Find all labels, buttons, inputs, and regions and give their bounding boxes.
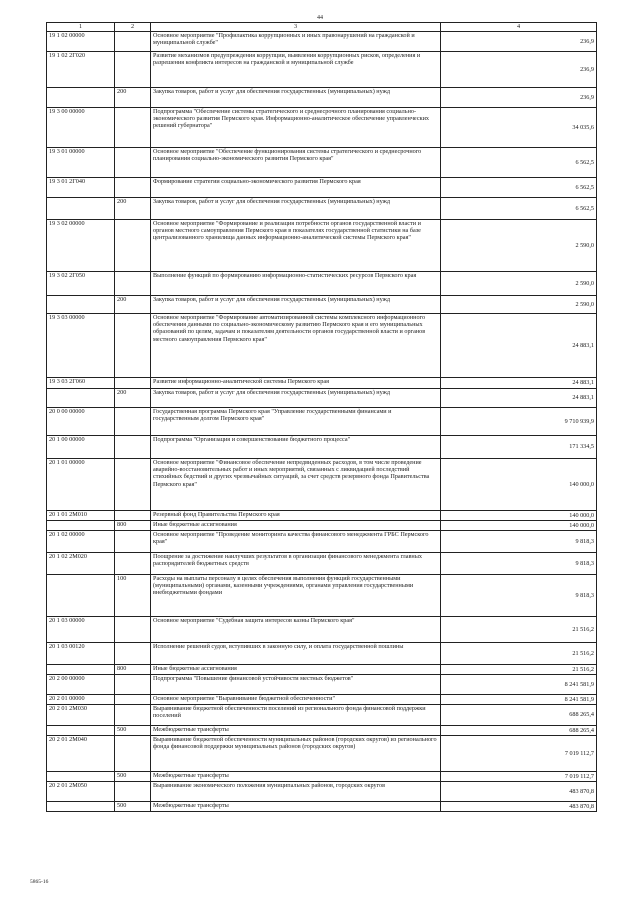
- csr-cell: 20 2 01 2М050: [47, 782, 115, 802]
- vr-cell: [115, 272, 151, 296]
- table-row: [47, 521, 597, 531]
- csr-cell: 20 1 00 00000: [47, 436, 115, 459]
- page-number: 44: [317, 15, 323, 21]
- csr-cell: [47, 198, 115, 220]
- amount-cell: 236,9: [441, 52, 597, 88]
- vr-cell: [115, 459, 151, 511]
- amount-cell: 9 818,3: [441, 531, 597, 553]
- amount-cell: 2 590,0: [441, 220, 597, 272]
- table-row: [47, 575, 597, 617]
- csr-cell: 20 2 01 2М040: [47, 736, 115, 772]
- vr-cell: [115, 736, 151, 772]
- name-cell: Выполнение функций по формированию информационно-статистических ресурсов Пермского края: [151, 272, 441, 296]
- amount-cell: 34 035,6: [441, 108, 597, 148]
- name-cell: Межбюджетные трансферты: [151, 726, 441, 736]
- vr-cell: [115, 178, 151, 198]
- vr-cell: 800: [115, 665, 151, 675]
- vr-cell: [115, 553, 151, 575]
- name-cell: Выравнивание бюджетной обеспеченности муниципальных районов (городских округов) из регионального фонда финансовой поддержки муниципальных районов (городских округов): [151, 736, 441, 772]
- table-row: [47, 436, 597, 459]
- vr-cell: 200: [115, 198, 151, 220]
- table-row: [47, 553, 597, 575]
- table-row: [47, 389, 597, 408]
- name-cell: Основное мероприятие "Финансовое обеспечение непредвиденных расходов, в том числе проведение аварийно-восстановительных работ и иных мероприятий, связанных с ликвидацией последствий стихийных бедствий и других чрезвычайных ситуаций, за счет средств резервного фонда Правительства Пермского края": [151, 459, 441, 511]
- amount-cell: 6 562,5: [441, 148, 597, 178]
- vr-cell: 500: [115, 772, 151, 782]
- amount-cell: 24 883,1: [441, 389, 597, 408]
- csr-cell: 19 3 02 00000: [47, 220, 115, 272]
- csr-cell: 19 3 03 00000: [47, 314, 115, 378]
- csr-cell: 20 0 00 00000: [47, 408, 115, 436]
- name-cell: Подпрограмма "Повышение финансовой устойчивости местных бюджетов": [151, 675, 441, 695]
- name-cell: Выравнивание бюджетной обеспеченности поселений из регионального фонда финансовой поддержки поселений: [151, 705, 441, 726]
- vr-cell: [115, 378, 151, 389]
- name-cell: Основное мероприятие "Профилактика коррупционных и иных правонарушений на гражданской и муниципальной службе": [151, 32, 441, 52]
- amount-cell: 140 000,0: [441, 511, 597, 521]
- csr-cell: 20 2 01 2М030: [47, 705, 115, 726]
- name-cell: Закупка товаров, работ и услуг для обеспечения государственных (муниципальных) нужд: [151, 198, 441, 220]
- document-code: 5865-16: [30, 879, 49, 885]
- amount-cell: 9 818,3: [441, 575, 597, 617]
- amount-cell: 9 710 939,9: [441, 408, 597, 436]
- csr-cell: [47, 521, 115, 531]
- name-cell: Основное мероприятие "Обеспечение функционирования системы стратегического и среднесрочного планирования социально-экономического развития Пермского края": [151, 148, 441, 178]
- vr-cell: [115, 511, 151, 521]
- amount-cell: 24 883,1: [441, 378, 597, 389]
- table-row: [47, 726, 597, 736]
- vr-cell: [115, 617, 151, 643]
- name-cell: Подпрограмма "Обеспечение системы стратегического и среднесрочного планирования социально-экономического развития Пермского края. Информационно-аналитическое обеспечение управленческих решений губернатора": [151, 108, 441, 148]
- vr-cell: [115, 408, 151, 436]
- name-cell: Закупка товаров, работ и услуг для обеспечения государственных (муниципальных) нужд: [151, 389, 441, 408]
- csr-cell: 19 1 02 2Г020: [47, 52, 115, 88]
- amount-cell: 7 019 112,7: [441, 736, 597, 772]
- name-cell: Исполнение решений судов, вступивших в законную силу, и оплата государственной пошлины: [151, 643, 441, 665]
- table-row: [47, 617, 597, 643]
- csr-cell: 20 1 01 2М010: [47, 511, 115, 521]
- header-cell: 3: [151, 23, 441, 32]
- table-row: [47, 32, 597, 52]
- amount-cell: 171 334,5: [441, 436, 597, 459]
- name-cell: Основное мероприятие "Формирование автоматизированной системы комплексного информационного обеспечения данными по социально-экономическому развитию Пермского края и его муниципальных образований по целям, задачам и показателям деятельности органов государственной власти и органов местного самоуправления Пермского края": [151, 314, 441, 378]
- csr-cell: 19 3 02 2Г050: [47, 272, 115, 296]
- csr-cell: 20 1 03 00120: [47, 643, 115, 665]
- header-cell: 4: [441, 23, 597, 32]
- vr-cell: [115, 52, 151, 88]
- csr-cell: [47, 88, 115, 108]
- name-cell: Иные бюджетные ассигнования: [151, 665, 441, 675]
- csr-cell: [47, 389, 115, 408]
- table-row: [47, 802, 597, 812]
- vr-cell: [115, 108, 151, 148]
- csr-cell: [47, 575, 115, 617]
- table-row: [47, 272, 597, 296]
- name-cell: Иные бюджетные ассигнования: [151, 521, 441, 531]
- table-row: [47, 408, 597, 436]
- table-row: [47, 220, 597, 272]
- table-row: [47, 531, 597, 553]
- csr-cell: [47, 802, 115, 812]
- amount-cell: 140 000,0: [441, 459, 597, 511]
- vr-cell: [115, 436, 151, 459]
- name-cell: Закупка товаров, работ и услуг для обеспечения государственных (муниципальных) нужд: [151, 296, 441, 314]
- csr-cell: 20 2 01 00000: [47, 695, 115, 705]
- name-cell: Основное мероприятие "Проведение мониторинга качества финансового менеджмента ГРБС Пермского края": [151, 531, 441, 553]
- amount-cell: 7 019 112,7: [441, 772, 597, 782]
- amount-cell: 21 516,2: [441, 665, 597, 675]
- vr-cell: 500: [115, 802, 151, 812]
- amount-cell: 483 870,8: [441, 802, 597, 812]
- amount-cell: 2 590,0: [441, 296, 597, 314]
- vr-cell: 500: [115, 726, 151, 736]
- amount-cell: 688 265,4: [441, 726, 597, 736]
- table-row: [47, 675, 597, 695]
- table-header-row: [47, 23, 597, 32]
- csr-cell: 20 1 02 00000: [47, 531, 115, 553]
- table-row: [47, 314, 597, 378]
- table-row: [47, 296, 597, 314]
- vr-cell: [115, 695, 151, 705]
- csr-cell: 19 3 03 2Г060: [47, 378, 115, 389]
- name-cell: Государственная программа Пермского края "Управление государственными финансами и государственным долгом Пермского края": [151, 408, 441, 436]
- name-cell: Расходы на выплаты персоналу в целях обеспечения выполнения функций государственными (муниципальными) органами, казенными учреждениями, органами управления государственными внебюджетными фондами: [151, 575, 441, 617]
- name-cell: Межбюджетные трансферты: [151, 772, 441, 782]
- vr-cell: [115, 643, 151, 665]
- amount-cell: 2 590,0: [441, 272, 597, 296]
- vr-cell: [115, 220, 151, 272]
- table-row: [47, 108, 597, 148]
- vr-cell: 800: [115, 521, 151, 531]
- amount-cell: 688 265,4: [441, 705, 597, 726]
- csr-cell: 19 3 00 00000: [47, 108, 115, 148]
- name-cell: Закупка товаров, работ и услуг для обеспечения государственных (муниципальных) нужд: [151, 88, 441, 108]
- vr-cell: 200: [115, 88, 151, 108]
- amount-cell: 8 241 581,9: [441, 695, 597, 705]
- csr-cell: 20 1 03 00000: [47, 617, 115, 643]
- table-row: [47, 782, 597, 802]
- csr-cell: 19 1 02 00000: [47, 32, 115, 52]
- header-cell: 2: [115, 23, 151, 32]
- amount-cell: 9 818,3: [441, 553, 597, 575]
- vr-cell: [115, 675, 151, 695]
- table-row: [47, 695, 597, 705]
- table-row: [47, 378, 597, 389]
- table-row: [47, 772, 597, 782]
- vr-cell: [115, 148, 151, 178]
- vr-cell: 100: [115, 575, 151, 617]
- name-cell: Основное мероприятие "Формирование и реализация потребности органов государственной власти и органов местного самоуправления Пермского края в показателях государственной статистики на базе централизованного хранилища данных информационно-аналитической системы Пермского края": [151, 220, 441, 272]
- amount-cell: 24 883,1: [441, 314, 597, 378]
- vr-cell: 200: [115, 296, 151, 314]
- csr-cell: 20 2 00 00000: [47, 675, 115, 695]
- vr-cell: [115, 531, 151, 553]
- table-row: [47, 52, 597, 88]
- csr-cell: 20 1 02 2М020: [47, 553, 115, 575]
- table-row: [47, 459, 597, 511]
- amount-cell: 483 870,8: [441, 782, 597, 802]
- csr-cell: [47, 726, 115, 736]
- name-cell: Развитие информационно-аналитической системы Пермского края: [151, 378, 441, 389]
- table-row: [47, 198, 597, 220]
- table-row: [47, 178, 597, 198]
- amount-cell: 21 516,2: [441, 617, 597, 643]
- name-cell: Основное мероприятие "Судебная защита интересов казны Пермского края": [151, 617, 441, 643]
- table-row: [47, 643, 597, 665]
- name-cell: Развитие механизмов предупреждения коррупции, выявления коррупционных рисков, определения и разрешения конфликта интересов на гражданской и муниципальной службе: [151, 52, 441, 88]
- name-cell: Подпрограмма "Организация и совершенствование бюджетного процесса": [151, 436, 441, 459]
- table-row: [47, 148, 597, 178]
- csr-cell: [47, 772, 115, 782]
- table-row: [47, 665, 597, 675]
- budget-table: [46, 22, 597, 812]
- table-row: [47, 88, 597, 108]
- vr-cell: [115, 705, 151, 726]
- name-cell: Поощрение за достижение наилучших результатов в организации финансового менеджмента главных распорядителей бюджетных средств: [151, 553, 441, 575]
- table-row: [47, 511, 597, 521]
- name-cell: Основное мероприятие "Выравнивание бюджетной обеспеченности": [151, 695, 441, 705]
- vr-cell: 200: [115, 389, 151, 408]
- amount-cell: 6 562,5: [441, 198, 597, 220]
- amount-cell: 236,9: [441, 32, 597, 52]
- name-cell: Выравнивание экономического положения муниципальных районов, городских округов: [151, 782, 441, 802]
- table-row: [47, 736, 597, 772]
- name-cell: Формирование стратегии социально-экономического развития Пермского края: [151, 178, 441, 198]
- vr-cell: [115, 314, 151, 378]
- header-cell: 1: [47, 23, 115, 32]
- name-cell: Межбюджетные трансферты: [151, 802, 441, 812]
- amount-cell: 8 241 581,9: [441, 675, 597, 695]
- table-row: [47, 705, 597, 726]
- amount-cell: 140 000,0: [441, 521, 597, 531]
- csr-cell: 19 3 01 2Г040: [47, 178, 115, 198]
- name-cell: Резервный фонд Правительства Пермского края: [151, 511, 441, 521]
- csr-cell: [47, 296, 115, 314]
- csr-cell: 20 1 01 00000: [47, 459, 115, 511]
- vr-cell: [115, 32, 151, 52]
- amount-cell: 236,9: [441, 88, 597, 108]
- vr-cell: [115, 782, 151, 802]
- csr-cell: [47, 665, 115, 675]
- amount-cell: 21 516,2: [441, 643, 597, 665]
- csr-cell: 19 3 01 00000: [47, 148, 115, 178]
- amount-cell: 6 562,5: [441, 178, 597, 198]
